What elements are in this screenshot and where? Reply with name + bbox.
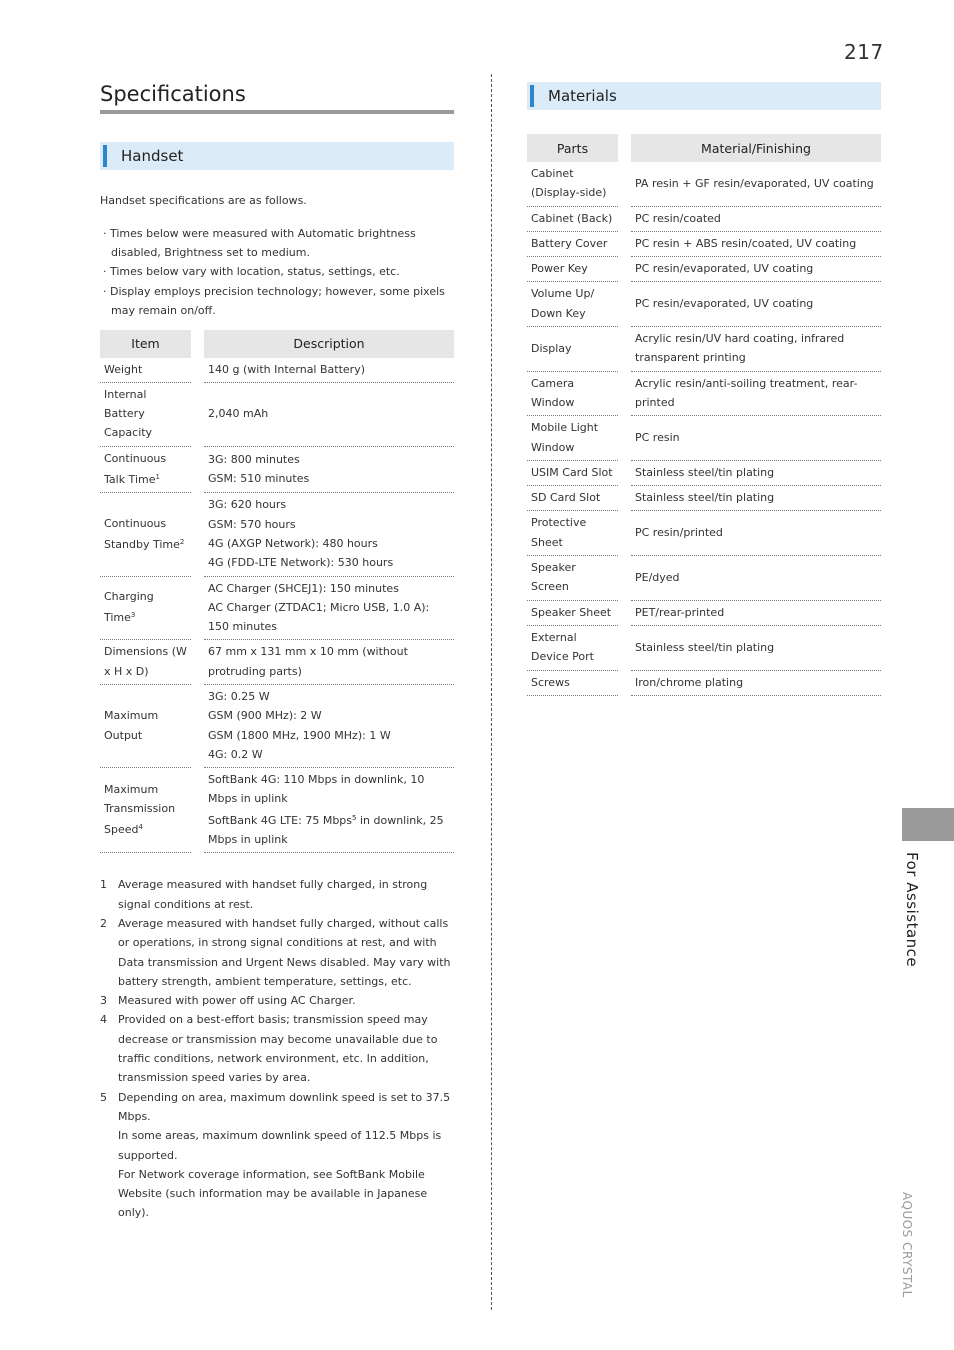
column-header-parts: Parts [527, 134, 618, 162]
description-line: AC Charger (ZTDAC1; Micro USB, 1.0 A): 150 minutes [208, 600, 430, 634]
footnote-number: 5 [100, 1090, 107, 1104]
note-item: · Times below were measured with Automatic brightness disabled, Brightness set to medium. [103, 226, 416, 259]
spec-item-cell [100, 768, 191, 853]
description-text: in downlink, 25 Mbps in uplink [208, 813, 444, 847]
footnote-line: In some areas, maximum downlink speed of 112.5 Mbps is supported. [118, 1129, 442, 1162]
table-row [527, 257, 881, 282]
part-cell: Speaker Sheet [527, 601, 618, 626]
table-row [100, 685, 454, 768]
part-cell: USIM Card Slot [527, 461, 618, 486]
table-row [527, 282, 881, 327]
spec-item-cell [100, 577, 191, 641]
spec-item-label: Continuous Talk Time [104, 451, 167, 487]
material-cell: PC resin/evaporated, UV coating [631, 282, 881, 327]
material-cell: Acrylic resin/UV hard coating, infrared transparent printing [631, 327, 881, 372]
description-line: GSM (900 MHz): 2 W [208, 709, 322, 723]
spec-item-label: Internal Battery Capacity [104, 387, 153, 440]
title-underline [100, 110, 454, 114]
materials-table [527, 134, 881, 696]
description-line: 4G: 0.2 W [208, 747, 263, 761]
footnote-text [118, 1010, 454, 1087]
material-cell: Stainless steel/tin plating [631, 461, 881, 486]
table-row [527, 162, 881, 207]
footnote-line: Depending on area, maximum downlink speed is set to 37.5 Mbps. [118, 1090, 451, 1123]
description-line: 2,040 mAh [208, 407, 269, 421]
spec-item-cell [100, 640, 191, 685]
description-line: 4G (FDD-LTE Network): 530 hours [208, 556, 394, 570]
part-cell: External Device Port [527, 626, 618, 671]
spec-description-cell [204, 577, 454, 641]
table-row [527, 416, 881, 461]
description-line: 4G (AXGP Network): 480 hours [208, 536, 378, 550]
spec-item-cell [100, 685, 191, 768]
material-cell: PC resin [631, 416, 881, 461]
spec-item-cell [100, 447, 191, 494]
table-row [100, 447, 454, 494]
footnote-ref: 4 [138, 823, 143, 832]
spec-description-cell [204, 358, 454, 383]
description-line: SoftBank 4G: 110 Mbps in downlink, 10 Mbps in uplink [208, 773, 425, 806]
footnote-text [118, 875, 454, 914]
spec-description-cell [204, 493, 454, 576]
side-section-label: For Assistance [903, 852, 921, 968]
footnote-item [100, 1088, 454, 1223]
footnote-line: For Network coverage information, see SoftBank Mobile Website (such information may be available in Japanese only). [118, 1167, 428, 1220]
column-header-material: Material/Finishing [631, 134, 881, 162]
table-row [527, 461, 881, 486]
note-item: · Display employs precision technology; however, some pixels may remain on/off. [103, 284, 445, 318]
section-accent-bar [530, 85, 534, 107]
description-line: 3G: 800 minutes [208, 452, 300, 466]
spec-description-cell [204, 447, 454, 494]
spec-description-cell [204, 685, 454, 768]
footnote-item [100, 914, 454, 991]
section-header-label: Handset [121, 147, 184, 165]
material-cell: PC resin + ABS resin/coated, UV coating [631, 232, 881, 257]
footnote-line: Average measured with handset fully charged, in strong signal conditions at rest. [118, 878, 428, 911]
part-cell: SD Card Slot [527, 486, 618, 511]
table-row [100, 493, 454, 576]
material-cell: PET/rear-printed [631, 601, 881, 626]
table-row [100, 577, 454, 641]
footnote-item [100, 875, 454, 914]
footnote-ref: 3 [130, 611, 136, 620]
footnote-item [100, 1010, 454, 1087]
table-row [527, 626, 881, 671]
description-line: GSM (1800 MHz, 1900 MHz): 1 W [208, 728, 391, 742]
handset-intro: Handset specifications are as follows. [100, 194, 307, 207]
table-row [527, 601, 881, 626]
side-section-tab [902, 808, 954, 841]
description-line [208, 809, 450, 850]
footnote-number: 2 [100, 916, 107, 930]
table-row [527, 486, 881, 511]
materials-section-header [527, 82, 881, 110]
table-row [527, 207, 881, 232]
part-cell: Speaker Screen [527, 556, 618, 601]
spec-description-cell [204, 768, 454, 853]
footnote-number: 1 [100, 878, 107, 892]
description-line: 3G: 0.25 W [208, 689, 270, 703]
table-row [527, 372, 881, 417]
material-cell: Stainless steel/tin plating [631, 626, 881, 671]
spec-item-label: Charging Time [104, 590, 154, 625]
footnote-ref: 5 [352, 813, 357, 822]
material-cell: PC resin/coated [631, 207, 881, 232]
table-row [527, 556, 881, 601]
table-row [100, 768, 454, 853]
footnote-item [100, 991, 454, 1010]
description-line: GSM: 570 hours [208, 517, 296, 531]
page-number: 217 [844, 40, 884, 64]
description-line: 140 g (with Internal Battery) [208, 362, 365, 376]
materials-column [527, 82, 881, 696]
table-row [527, 511, 881, 556]
footnote-text [118, 1088, 454, 1223]
material-cell: PC resin/printed [631, 511, 881, 556]
material-cell: PC resin/evaporated, UV coating [631, 257, 881, 282]
spec-item-label: Dimensions (W x H x D) [104, 645, 187, 678]
spec-item-cell [100, 358, 191, 383]
material-cell: PA resin + GF resin/evaporated, UV coating [631, 162, 881, 207]
footnote-line: Provided on a best-effort basis; transmission speed may decrease or transmission may become unavailable due to traffic conditions, network environment, etc. In addition, transmission speed varies by area. [118, 1013, 438, 1085]
footnote-number: 3 [100, 994, 107, 1008]
spec-item-label: Weight [104, 362, 143, 376]
footnote-number: 4 [100, 1013, 107, 1027]
spec-description-cell [204, 383, 454, 447]
note-item: · Times below vary with location, status, settings, etc. [103, 265, 400, 279]
handset-section-header [100, 142, 454, 170]
footnote-ref: 2 [179, 537, 185, 546]
footnote-text [118, 991, 454, 1010]
table-row [100, 640, 454, 685]
table-row [527, 232, 881, 257]
table-row [527, 671, 881, 696]
footnote-text [118, 914, 454, 991]
table-row [100, 358, 454, 383]
column-header-item: Item [100, 330, 191, 358]
table-row [527, 327, 881, 372]
spec-item-label: Maximum Transmission Speed [104, 782, 176, 837]
brand-label: AQUOS CRYSTAL [900, 1192, 914, 1298]
section-accent-bar [103, 145, 107, 167]
part-cell: Mobile Light Window [527, 416, 618, 461]
description-line: AC Charger (SHCEJ1): 150 minutes [208, 581, 399, 595]
part-cell: Power Key [527, 257, 618, 282]
page-title: Specifications [100, 82, 246, 106]
footnotes [100, 875, 454, 1222]
column-header-description: Description [204, 330, 454, 358]
description-line: 67 mm x 131 mm x 10 mm (without protruding parts) [208, 645, 408, 678]
column-divider [491, 74, 492, 1310]
material-cell: Iron/chrome plating [631, 671, 881, 696]
footnote-ref: 1 [155, 473, 160, 482]
part-cell: Battery Cover [527, 232, 618, 257]
spec-item-cell [100, 493, 191, 576]
footnote-line: Average measured with handset fully charged, without calls or operations, in strong signal conditions at rest, and with Data transmission and Urgent News disabled. May vary with battery strength, ambient temperature, settings, etc. [118, 916, 451, 988]
material-cell: Acrylic resin/anti-soiling treatment, rear-printed [631, 372, 881, 417]
spec-item-label: Maximum Output [104, 709, 159, 742]
spec-description-cell [204, 640, 454, 685]
handset-spec-table [100, 330, 454, 854]
handset-column [100, 80, 454, 1223]
part-cell: Cabinet (Back) [527, 207, 618, 232]
description-text: SoftBank 4G LTE: 75 Mbps [208, 813, 353, 827]
material-cell: Stainless steel/tin plating [631, 486, 881, 511]
part-cell: Cabinet (Display-side) [527, 162, 618, 207]
handset-notes [100, 224, 454, 321]
material-cell: PE/dyed [631, 556, 881, 601]
part-cell: Protective Sheet [527, 511, 618, 556]
spec-item-label: Continuous Standby Time [104, 516, 180, 551]
part-cell: Screws [527, 671, 618, 696]
spec-item-cell [100, 383, 191, 447]
table-row [100, 383, 454, 447]
description-line: GSM: 510 minutes [208, 472, 310, 486]
part-cell: Display [527, 327, 618, 372]
part-cell: Volume Up/ Down Key [527, 282, 618, 327]
description-line: 3G: 620 hours [208, 498, 287, 512]
footnote-line: Measured with power off using AC Charger. [118, 994, 356, 1008]
section-header-label: Materials [548, 87, 617, 105]
part-cell: Camera Window [527, 372, 618, 417]
